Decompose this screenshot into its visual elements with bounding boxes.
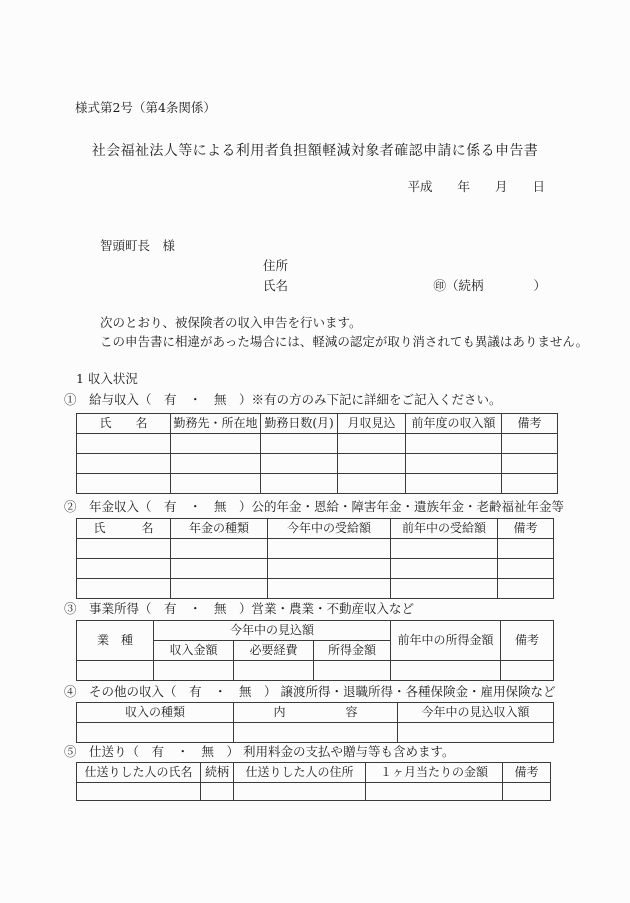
empty-cell [154,661,234,681]
other-header-row [77,703,554,723]
empty-cell [391,661,501,681]
page-title: 社会福祉法人等による利用者負担額軽減対象者確認申請に係る申告書 [91,143,539,159]
recipient: 智頭町長 様 [100,238,176,253]
name-label: 氏名 [263,278,289,293]
other-col-detail: 内 容 [234,703,398,723]
empty-cell [338,474,406,494]
empty-cell [77,454,171,474]
empty-cell [171,454,261,474]
empty-cell [171,434,261,454]
business-heading: ③ 事業所得（ 有 ・ 無 ）営業・農業・不動産収入など [64,601,415,616]
business-col-estimate-group: 今年中の見込額 [154,621,391,641]
empty-cell [77,723,234,743]
salary-col-note: 備考 [502,414,558,434]
empty-cell [77,783,201,801]
empty-cell [498,579,554,599]
salary-heading: ① 給与収入（ 有 ・ 無 ）※有の方のみ下記に詳細をご記入ください。 [64,392,502,407]
intro-line-2: この申告書に相違があった場合には、軽減の認定が取り消されても異議はありません。 [100,334,589,349]
empty-cell [502,454,558,474]
salary-col-monthly: 月収見込 [338,414,406,434]
table-row [77,783,551,801]
pension-col-note: 備考 [498,519,554,539]
seal-mark-icon: ㊞ [433,278,446,293]
business-col-profit: 所得金額 [314,641,391,661]
empty-cell [234,723,398,743]
empty-cell [268,559,391,579]
table-row [77,454,558,474]
empty-cell [501,661,554,681]
empty-cell [503,783,551,801]
allowance-table [76,762,551,801]
empty-cell [498,559,554,579]
empty-cell [77,474,171,494]
empty-cell [391,539,498,559]
empty-cell [77,661,154,681]
empty-cell [268,539,391,559]
salary-table [76,413,558,494]
empty-cell [398,723,554,743]
table-row [77,559,554,579]
empty-cell [234,783,366,801]
pension-col-prev-year: 前年中の受給額 [391,519,498,539]
table-row [77,474,558,494]
name-row [263,278,546,293]
empty-cell [261,474,338,494]
empty-cell [201,783,234,801]
pension-heading: ② 年金収入（ 有 ・ 無 ）公的年金・恩給・障害年金・遺族年金・老齢福祉年金等 [64,499,565,514]
pension-header-row [77,519,554,539]
empty-cell [366,783,503,801]
business-table [76,620,554,681]
salary-col-prev-year: 前年度の収入額 [406,414,502,434]
empty-cell [234,661,314,681]
table-row [77,723,554,743]
empty-cell [406,474,502,494]
empty-cell [502,434,558,454]
form-number: 様式第2号（第4条関係） [75,100,216,115]
allowance-col-monthly-amount: １ヶ月当たりの金額 [366,763,503,783]
empty-cell [314,661,391,681]
empty-cell [171,474,261,494]
empty-cell [391,559,498,579]
empty-cell [77,434,171,454]
empty-cell [171,579,268,599]
empty-cell [338,454,406,474]
date-line: 平成 年 月 日 [407,179,545,194]
other-heading: ④ その他の収入（ 有 ・ 無 ） 譲渡所得・退職所得・各種保険金・雇用保険など [64,684,556,699]
table-row [77,661,554,681]
business-col-note: 備考 [501,621,554,661]
empty-cell [261,454,338,474]
other-col-estimate: 今年中の見込収入額 [398,703,554,723]
allowance-col-note: 備考 [503,763,551,783]
business-col-kind: 業 種 [77,621,154,661]
business-col-prev-year: 前年中の所得金額 [391,621,501,661]
empty-cell [171,539,268,559]
empty-cell [268,579,391,599]
seal-relation [433,278,546,293]
empty-cell [77,559,171,579]
table-row [77,434,558,454]
empty-cell [338,434,406,454]
intro-line-1: 次のとおり、被保険者の収入申告を行います。 [100,315,362,330]
pension-table [76,518,554,599]
relation-label: （続柄 ） [445,278,546,293]
salary-header-row [77,414,558,434]
empty-cell [171,559,268,579]
empty-cell [391,579,498,599]
empty-cell [77,539,171,559]
salary-col-workdays: 勤務日数(月) [261,414,338,434]
pension-col-type: 年金の種類 [171,519,268,539]
salary-col-name: 氏 名 [77,414,171,434]
allowance-col-sender-address: 仕送りした人の住所 [234,763,366,783]
pension-col-name: 氏 名 [77,519,171,539]
business-col-expenses: 必要経費 [234,641,314,661]
empty-cell [406,434,502,454]
table-row [77,579,554,599]
salary-col-workplace: 勤務先・所在地 [171,414,261,434]
other-col-type: 収入の種類 [77,703,234,723]
empty-cell [77,579,171,599]
other-table [76,702,554,743]
business-header-row-1 [77,621,554,641]
address-label: 住所 [263,258,289,273]
allowance-col-relation: 続柄 [201,763,234,783]
allowance-heading: ⑤ 仕送り（ 有 ・ 無 ） 利用料金の支払や贈与等も含めます。 [64,744,455,759]
empty-cell [498,539,554,559]
empty-cell [406,454,502,474]
allowance-header-row [77,763,551,783]
section-title: 1 収入状況 [76,371,138,386]
empty-cell [261,434,338,454]
allowance-col-sender-name: 仕送りした人の氏名 [77,763,201,783]
pension-col-this-year: 今年中の受給額 [268,519,391,539]
business-col-income: 収入金額 [154,641,234,661]
table-row [77,539,554,559]
empty-cell [502,474,558,494]
